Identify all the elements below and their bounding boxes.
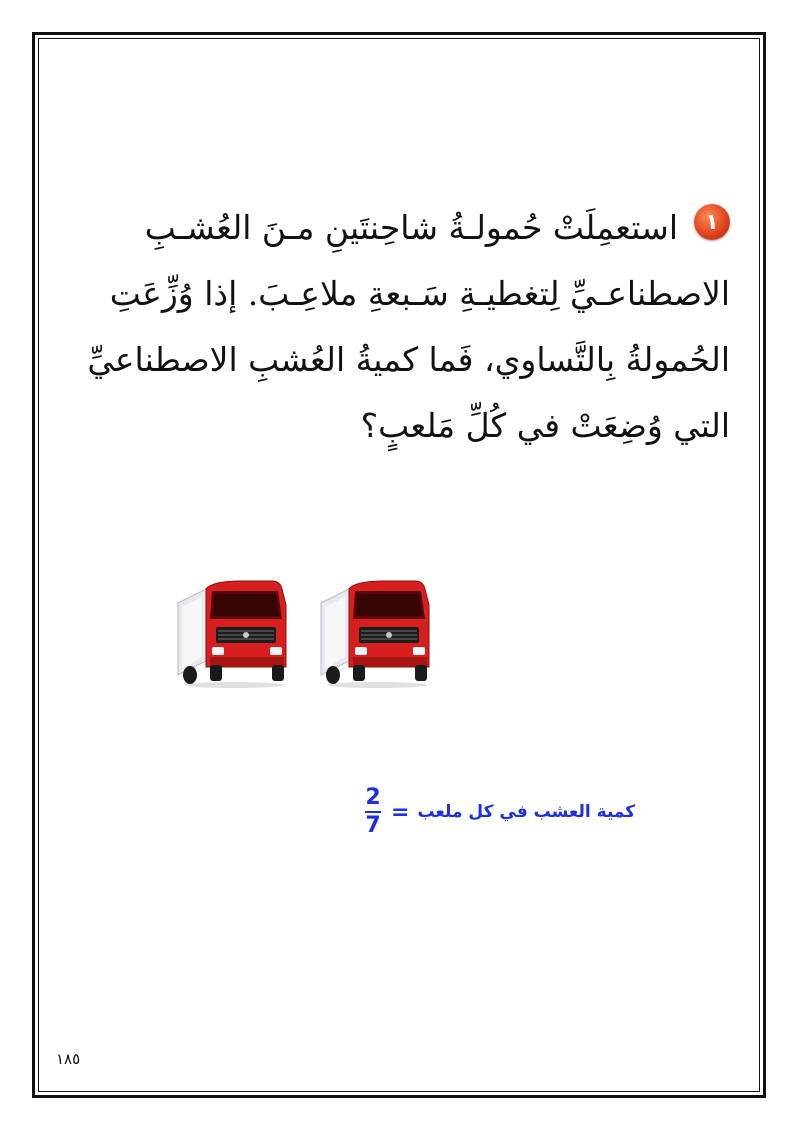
page-number: ١٨٥ [56,1050,81,1068]
answer-fraction [365,786,381,838]
trucks-illustration [172,575,442,695]
equals-sign: = [391,799,410,825]
problem-number: ١ [705,209,719,235]
problem-line-3: الحُمولةُ بِالتَّساوي، فَما كميةُ العُشبِ الاصطناعيِّ [87,340,730,379]
fraction-denominator: 7 [365,813,381,838]
word-problem [87,195,730,459]
truck-icon [315,575,435,690]
fraction-numerator: 2 [365,785,381,810]
problem-line-2: الاصطناعـيِّ لِتغطيـةِ سَـبعةِ ملاعِـبَ. إذا وُزِّعَتِ [109,274,730,313]
truck-icon [172,575,292,690]
answer-expression [365,784,635,840]
problem-line-4: التي وُضِعَتْ في كُلِّ مَلعبٍ؟ [360,406,730,445]
problem-line-1: استعمِلَتْ حُمولـةُ شاحِنتَينِ مـنَ العُشـبِ [144,208,678,247]
answer-label: كمية العشب في كل ملعب [417,802,636,822]
